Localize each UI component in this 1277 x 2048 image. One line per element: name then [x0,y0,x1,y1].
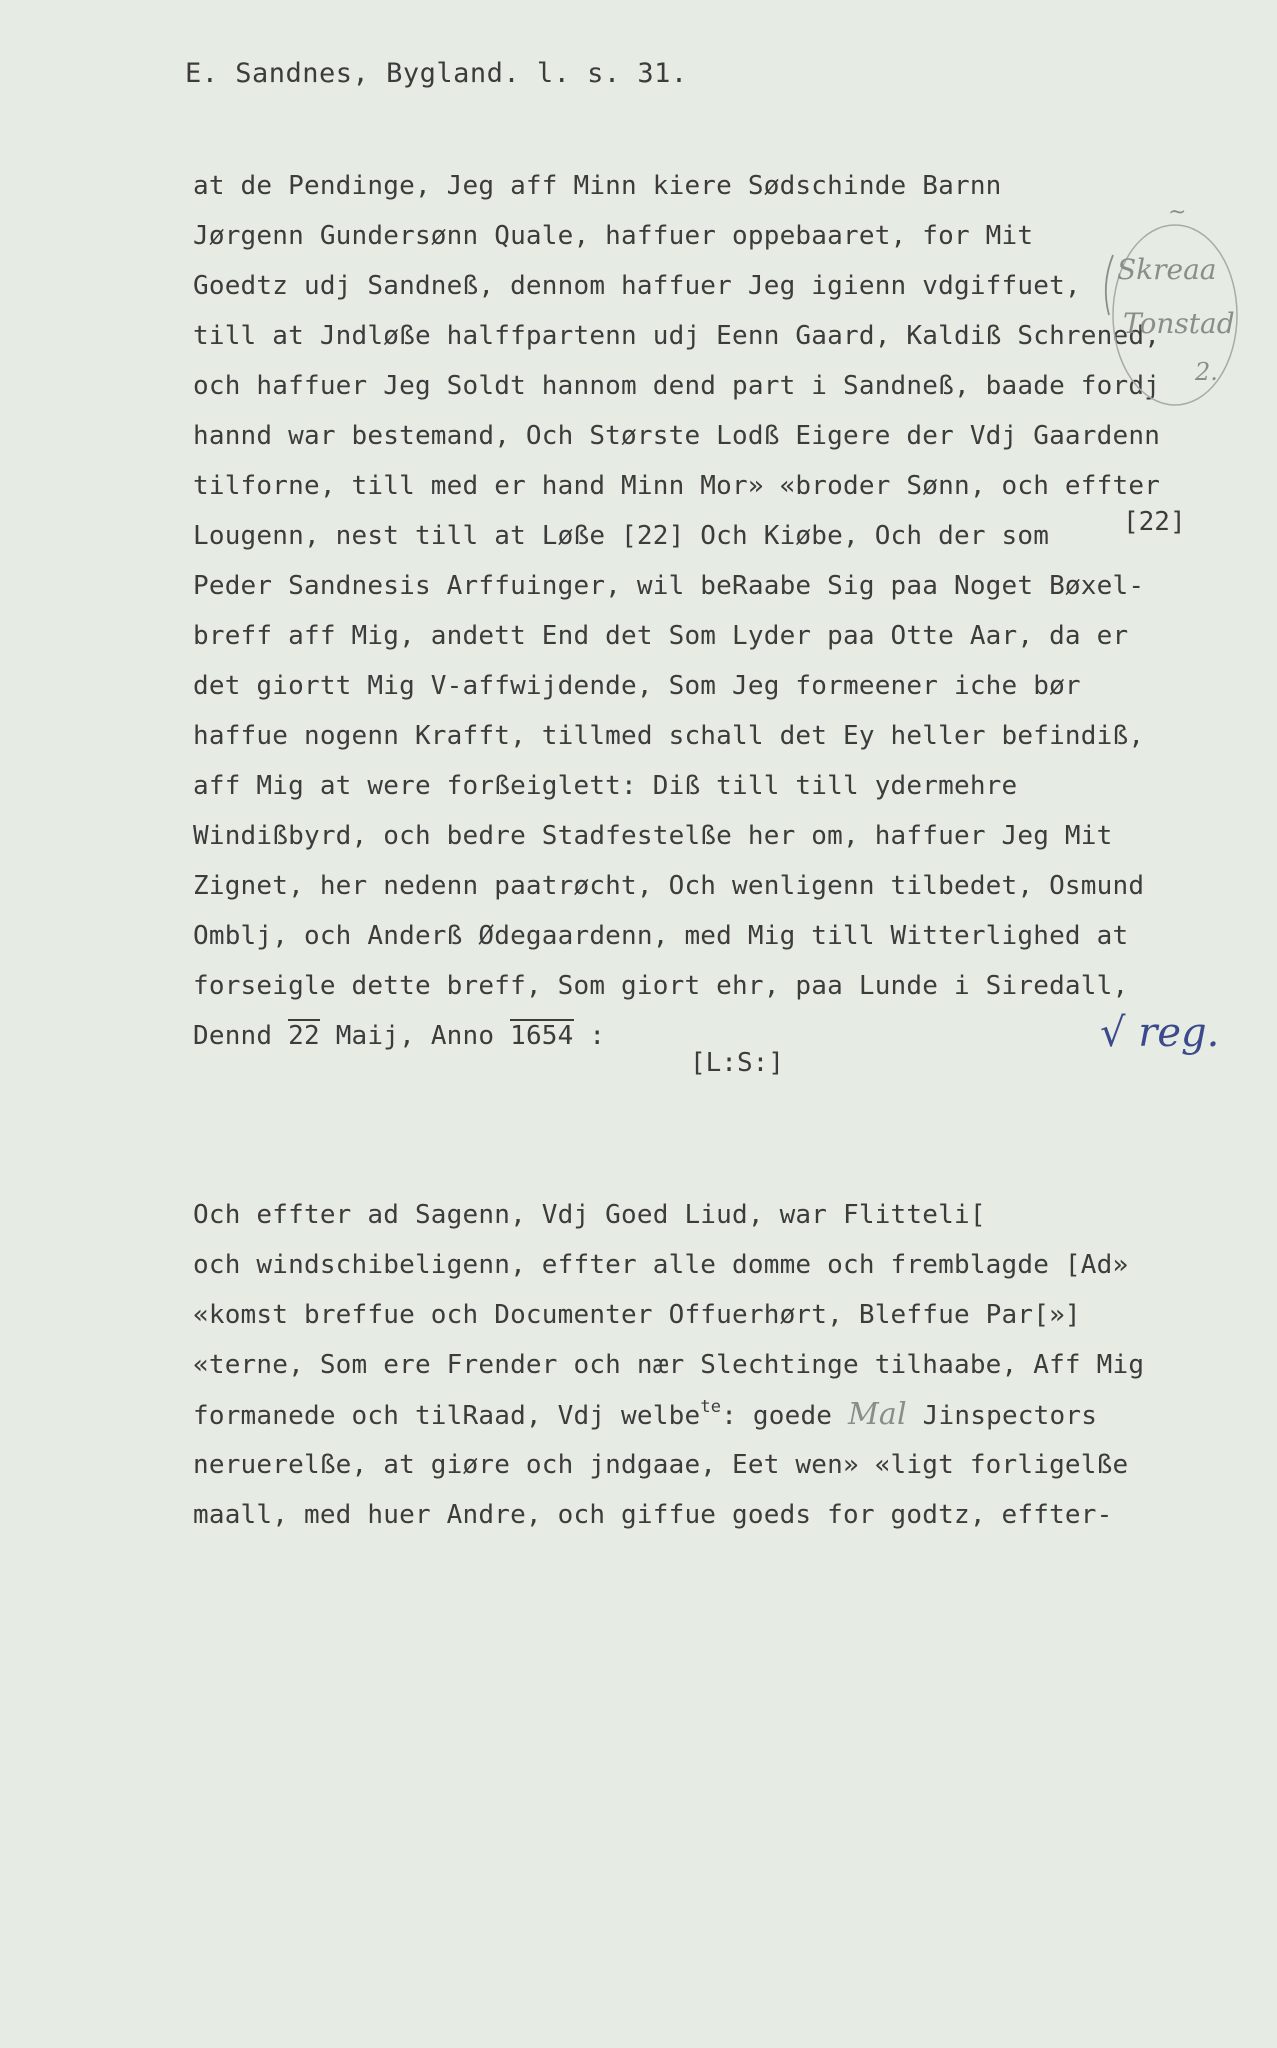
text-line: hannd war bestemand, Och Største Lodß Eigere der Vdj Gaardenn [193,421,1161,451]
superscript: te [700,1397,722,1417]
text-line: «terne, Som ere Frender och nær Slechtinge tilhaabe, Aff Mig [193,1350,1145,1380]
pencil-note-top: Skreaa [1117,253,1217,286]
transcription-block-1 [193,161,1160,1061]
handwritten-insert: Mal [848,1397,907,1432]
text-line: Omblj, och Anderß Ødegaardenn, med Mig till Witterlighed at [193,921,1129,951]
line-end: Jinspectors [906,1401,1098,1431]
line-mid: : goede [721,1401,849,1431]
text-line: och windschibeligenn, effter alle domme och fremblagde [Ad» [193,1250,1129,1280]
page-header: E. Sandnes, Bygland. l. s. 31. [185,58,688,89]
text-line: forseigle dette breff, Som giort ehr, paa Lunde i Siredall, [193,971,1129,1001]
text-line: haffue nogenn Krafft, tillmed schall det Ey heller befindiß, [193,721,1145,751]
date-year: 1654 [510,1021,574,1051]
date-prefix: Dennd [193,1021,289,1051]
text-line: «komst breffue och Documenter Offuerhørt, Bleffue Par[»] [193,1300,1081,1330]
date-line [193,1011,1160,1061]
date-suffix: : [573,1021,606,1051]
text-line: Jørgenn Gundersønn Quale, haffuer oppebaaret, for Mit [193,221,1034,251]
text-line: det giortt Mig V-affwijdende, Som Jeg formeener iche bør [193,671,1081,701]
pencil-mark-tilde: ~ [1168,200,1187,225]
transcription-block-2 [193,1190,1144,1540]
text-line: at de Pendinge, Jeg aff Minn kiere Sødschinde Barnn [193,171,1002,201]
text-line: Peder Sandnesis Arffuinger, wil beRaabe Sig paa Noget Bøxel- [193,571,1145,601]
line-start: formanede och tilRaad, Vdj welbe [193,1401,701,1431]
margin-page-reference: [22] [1123,507,1186,537]
text-line: aff Mig at were forßeiglett: Diß till till ydermehre [193,771,1018,801]
pencil-margin-annotation [1095,215,1265,415]
text-line: Zignet, her nedenn paatrøcht, Och wenligenn tilbedet, Osmund [193,871,1145,901]
text-line: neruerelße, at giøre och jndgaae, Eet wen» «ligt forligelße [193,1450,1129,1480]
pencil-note-bottom: Tonstad [1123,307,1235,340]
seal-marker: [L:S:] [690,1048,784,1078]
text-line: tilforne, till med er hand Minn Mor» «broder Sønn, och effter [193,471,1161,501]
text-line: breff aff Mig, andett End det Som Lyder paa Otte Aar, da er [193,621,1129,651]
date-day: 22 [288,1021,320,1051]
pencil-mark-two: 2. [1195,358,1218,386]
text-line: och haffuer Jeg Soldt hannom dend part i Sandneß, baade fordj [193,371,1161,401]
ink-check-annotation: √ reg. [1100,1010,1220,1056]
text-line: Och effter ad Sagenn, Vdj Goed Liud, war Flitteli[ [193,1200,986,1230]
text-line: maall, med huer Andre, och giffue goeds for godtz, effter- [193,1500,1113,1530]
text-line: Lougenn, nest till at Løße [22] Och Kiøbe, Och der som [193,521,1050,551]
text-line-with-insert [193,1390,1144,1440]
text-line: Windißbyrd, och bedre Stadfestelße her om, haffuer Jeg Mit [193,821,1113,851]
text-line: till at Jndløße halffpartenn udj Eenn Gaard, Kaldiß Schrened, [193,321,1161,351]
text-line: Goedtz udj Sandneß, dennom haffuer Jeg igienn vdgiffuet, [193,271,1081,301]
date-middle: Maij, Anno [319,1021,511,1051]
